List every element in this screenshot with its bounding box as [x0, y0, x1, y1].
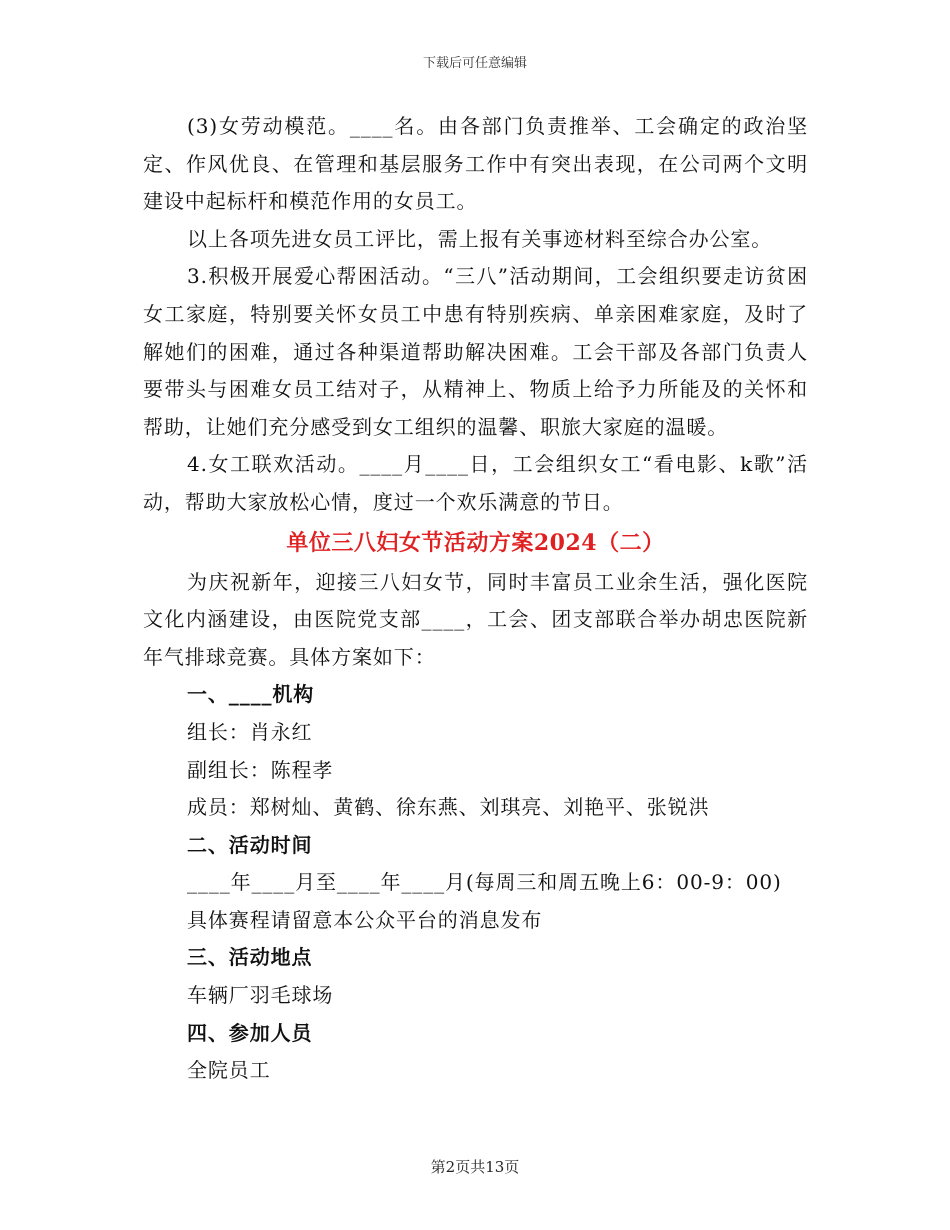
heading-organization: 一、____机构 [187, 682, 315, 707]
page-header: 下载后可任意编辑 [422, 56, 527, 71]
paragraph-female-model-workers: (3)女劳动模范。____名。由各部门负责推举、工会确定的政治坚定、作风优良、在管理和基层服务工作中有突出表现，在公司两个文明建设中起标杆和模范作用的女员工。 [143, 114, 808, 214]
paragraph-party-activity: 4.女工联欢活动。____月____日，工会组织女工“看电影、k歌”活动，帮助大家放松心情，度过一个欢乐满意的节日。 [143, 452, 808, 514]
heading-participants: 四、参加人员 [187, 1020, 313, 1045]
paragraph-submission-note: 以上各项先进女员工评比，需上报有关事迹材料至综合办公室。 [187, 226, 773, 251]
line-schedule-note: 具体赛程请留意本公众平台的消息发布 [187, 907, 543, 932]
line-location: 车辆厂羽毛球场 [187, 983, 334, 1008]
line-members: 成员：郑树灿、黄鹤、徐东燕、刘琪亮、刘艳平、张锐洪 [187, 795, 710, 820]
line-time-range: ____年____月至____年____月(每周三和周五晚上6：00-9：00) [187, 870, 782, 895]
document-body [143, 108, 808, 1090]
section-title: 单位三八妇女节活动方案2024（二） [286, 529, 665, 556]
heading-activity-time: 二、活动时间 [187, 832, 313, 857]
line-team-leader: 组长：肖永红 [187, 719, 313, 744]
page-footer: 第2页共13页 [430, 1158, 520, 1176]
paragraph-care-activity: 3.积极开展爱心帮困活动。“三八”活动期间，工会组织要走访贫困女工家庭，特别要关怀女员工中患有特别疾病、单亲困难家庭，及时了解她们的困难，通过各种渠道帮助解决困难。工会干部及各部门负责人要带头与困难女员工结对子，从精神上、物质上给予力所能及的关怀和帮助，让她们充分感受到女工组织的温馨、职旅大家庭的温暖。 [143, 264, 808, 439]
line-deputy-leader: 副组长：陈程孝 [187, 757, 334, 782]
heading-activity-location: 三、活动地点 [187, 945, 313, 970]
line-participants: 全院员工 [187, 1058, 271, 1083]
paragraph-intro: 为庆祝新年，迎接三八妇女节，同时丰富员工业余生活，强化医院文化内涵建设，由医院党支部____，工会、团支部联合举办胡忠医院新年气排球竞赛。具体方案如下： [143, 569, 808, 669]
